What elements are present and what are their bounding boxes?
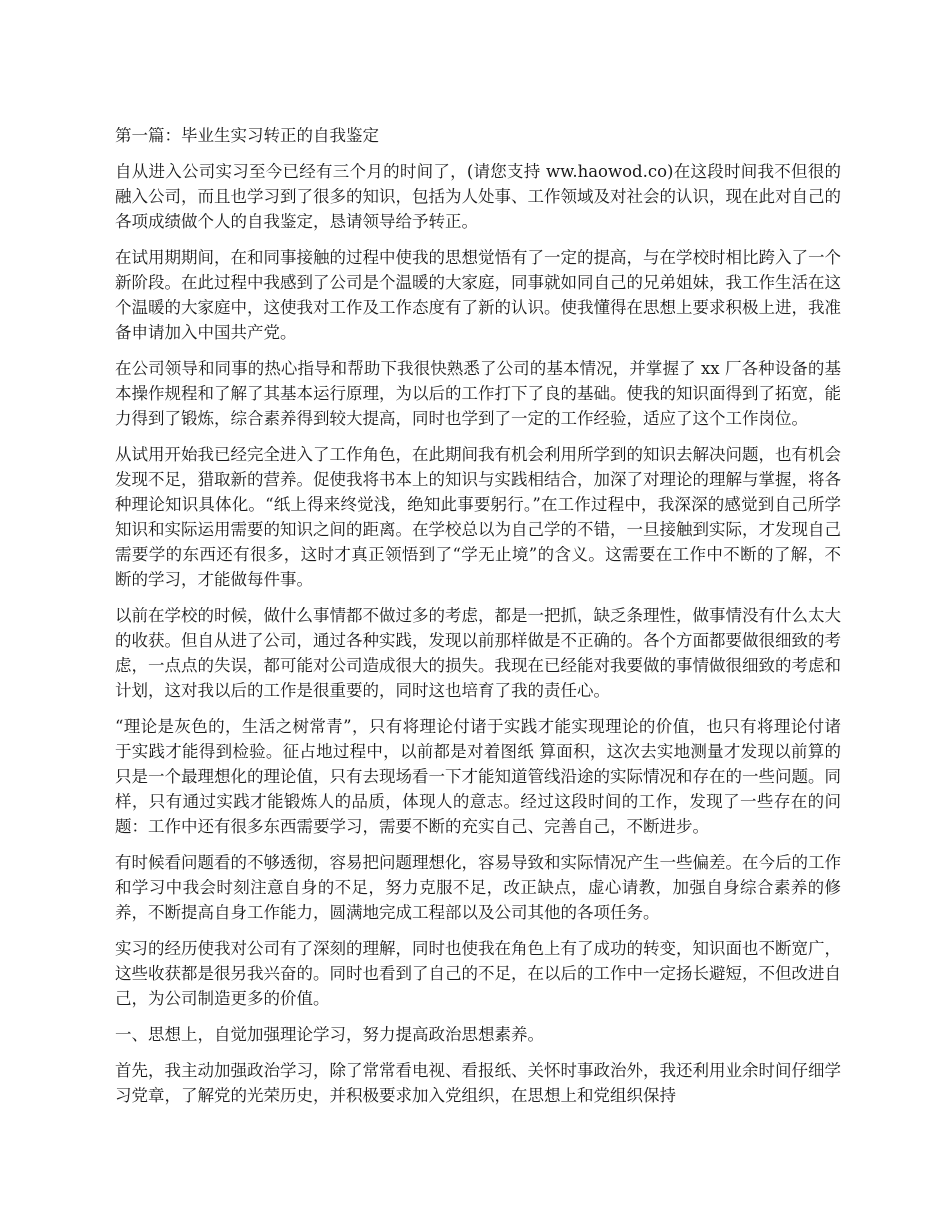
section-heading-thought: 一、思想上，自觉加强理论学习，努力提高政治思想素养。 [115, 1025, 544, 1044]
paragraph-5: 以前在学校的时候，做什么事情都不做过多的考虑，都是一把抓，缺乏条理性，做事情没有什么太大的收获。但自从进了公司，通过各种实践，发现以前那样做是不正确的。各个方面都要做很细致的考虑，一点点的失误，都可能对公司造成很大的损失。我现在已经能对我要做的事情做很细致的考虑和计划，这对我以后的工作是很重要的，同时这也培育了我的责任心。 [115, 606, 841, 700]
paragraph-4: 从试用开始我已经完全进入了工作角色，在此期间我有机会利用所学到的知识去解决问题，也有机会发现不足，猎取新的营养。促使我将书本上的知识与实践相结合，加深了对理论的理解与掌握，将各种理论知识具体化。“纸上得来终觉浅，绝知此事要躬行。”在工作过程中，我深深的感觉到自己所学知识和实际运用需要的知识之间的距离。在学校总以为自己学的不错，一旦接触到实际，才发现自己需要学的东西还有很多，这时才真正领悟到了“学无止境”的含义。这需要在工作中不断的了解，不断的学习，才能做每件事。 [115, 445, 841, 589]
document-title: 第一篇：毕业生实习转正的自我鉴定 [115, 126, 379, 145]
paragraph-2: 在试用期期间，在和同事接触的过程中使我的思想觉悟有了一定的提高，与在学校时相比跨入了一个新阶段。在此过程中我感到了公司是个温暖的大家庭，同事就如同自己的兄弟姐妹，我工作生活在这个温暖的大家庭中，这使我对工作及工作态度有了新的认识。使我懂得在思想上要求积极上进，我准备申请加入中国共产党。 [115, 248, 841, 342]
paragraph-7: 有时候看问题看的不够透彻，容易把问题理想化，容易导致和实际情况产生一些偏差。在今后的工作和学习中我会时刻注意自身的不足，努力克服不足，改正缺点，虚心请教，加强自身综合素养的修养，不断提高自身工作能力，圆满地完成工程部以及公司其他的各项任务。 [115, 853, 841, 922]
paragraph-8: 实习的经历使我对公司有了深刻的理解，同时也使我在角色上有了成功的转变，知识面也不断宽广，这些收获都是很另我兴奋的。同时也看到了自己的不足，在以后的工作中一定扬长避短，不但改进自己，为公司制造更多的价值。 [115, 939, 841, 1008]
paragraph-6: “理论是灰色的，生活之树常青”，只有将理论付诸于实践才能实现理论的价值，也只有将理论付诸于实践才能得到检验。征占地过程中，以前都是对着图纸 算面积，这次去实地测量才发现以前算的只是一个最理想化的理论值，只有去现场看一下才能知道管线沿途的实际情况和存在的一些问题。同样，只有通过实践才能锻炼人的品质，体现人的意志。经过这段时间的工作，发现了一些存在的问题：工作中还有很多东西需要学习，需要不断的充实自己、完善自己，不断进步。 [115, 717, 841, 836]
paragraph-9: 首先，我主动加强政治学习，除了常常看电视、看报纸、关怀时事政治外，我还利用业余时间仔细学习党章，了解党的光荣历史，并积极要求加入党组织，在思想上和党组织保持 [115, 1061, 841, 1105]
paragraph-3: 在公司领导和同事的热心指导和帮助下我很快熟悉了公司的基本情况，并掌握了 xx 厂各种设备的基本操作规程和了解了其基本运行原理，为以后的工作打下了良的基础。使我的知识面得到了拓宽，能力得到了锻炼，综合素养得到较大提高，同时也学到了一定的工作经验，适应了这个工作岗位。 [115, 359, 841, 428]
document-page [115, 123, 841, 1119]
paragraph-1: 自从进入公司实习至今已经有三个月的时间了，(请您支持 ww.haowod.co)在这段时间我不但很的融入公司，而且也学习到了很多的知识，包括为人处事、工作领域及对社会的认识，现在此对自己的各项成绩做个人的自我鉴定，恳请领导给予转正。 [115, 162, 841, 231]
